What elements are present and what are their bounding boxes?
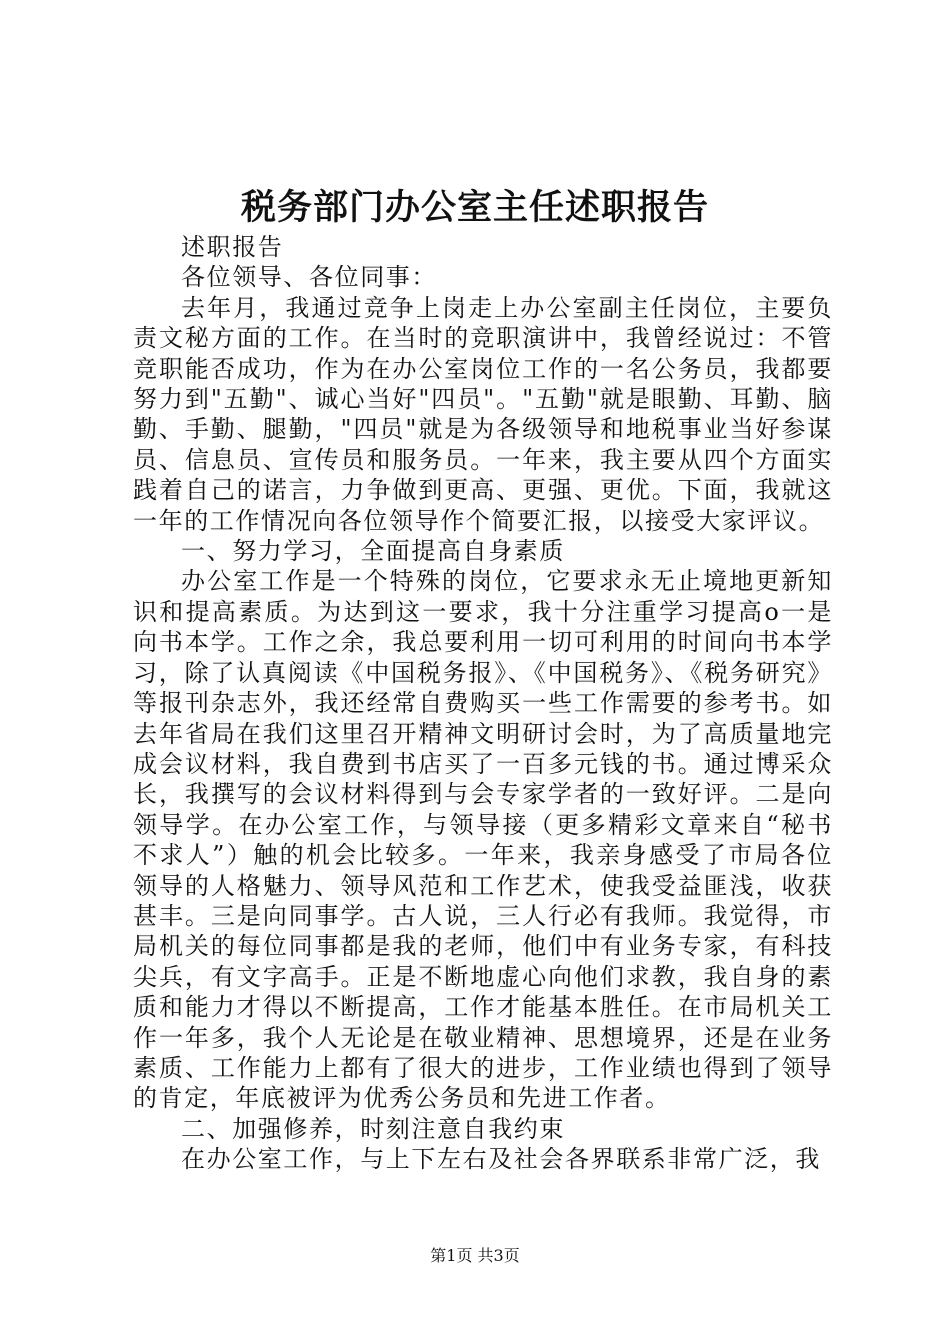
paragraph-heading-report: 述职报告 xyxy=(181,233,284,261)
document-body xyxy=(133,232,833,1175)
page-footer: 第1页 共3页 xyxy=(430,1246,520,1265)
document-title: 税务部门办公室主任述职报告 xyxy=(240,187,709,228)
paragraph-intro: 去年月，我通过竞争上岗走上办公室副主任岗位，主要负责文秘方面的工作。在当时的竞职演讲中，我曾经说过：不管竞职能否成功，作为在办公室岗位工作的一名公务员，我都要努力到"五勤"、诚心当好"四员"。"五勤"就是眼勤、耳勤、脑勤、手勤、腿勤，"四员"就是为各级领导和地税事业当好参谋员、信息员、宣传员和服务员。一年来，我主要从四个方面实践着自己的诺言，力争做到更高、更强、更优。下面，我就这一年的工作情况向各位领导作个简要汇报，以接受大家评议。 xyxy=(133,293,833,535)
section-heading-1: 一、努力学习，全面提高自身素质 xyxy=(181,537,565,566)
paragraph-study: 办公室工作是一个特殊的岗位，它要求永无止境地更新知识和提高素质。为达到这一要求，我十分注重学习提高ο一是向书本学。工作之余，我总要利用一切可利用的时间向书本学习，除了认真阅读《中国税务报》、《中国税务》、《税务研究》等报刊杂志外，我还经常自费购买一些工作需要的参考书。如去年省局在我们这里召开精神文明研讨会时，为了高质量地完成会议材料，我自费到书店买了一百多元钱的书。通过博采众长，我撰写的会议材料得到与会专家学者的一致好评。二是向领导学。在办公室工作，与领导接（更多精彩文章来自“秘书不求人”）触的机会比较多。一年来，我亲身感受了市局各位领导的人格魅力、领导风范和工作艺术，使我受益匪浅，收获甚丰。三是向同事学。古人说，三人行必有我师。我觉得，市局机关的每位同事都是我的老师，他们中有业务专家，有科技尖兵，有文字高手。正是不断地虚心向他们求教，我自身的素质和能力才得以不断提高，工作才能基本胜任。在市局机关工作一年多，我个人无论是在敬业精神、思想境界，还是在业务素质、工作能力上都有了很大的进步，工作业绩也得到了领导的肯定，年底被评为优秀公务员和先进工作者。 xyxy=(133,567,833,1113)
paragraph-self-discipline: 在办公室工作，与上下左右及社会各界联系非常广泛，我 xyxy=(181,1145,821,1174)
paragraph-salutation: 各位领导、各位同事： xyxy=(181,263,437,292)
section-heading-2: 二、加强修养，时刻注意自我约束 xyxy=(181,1114,565,1143)
